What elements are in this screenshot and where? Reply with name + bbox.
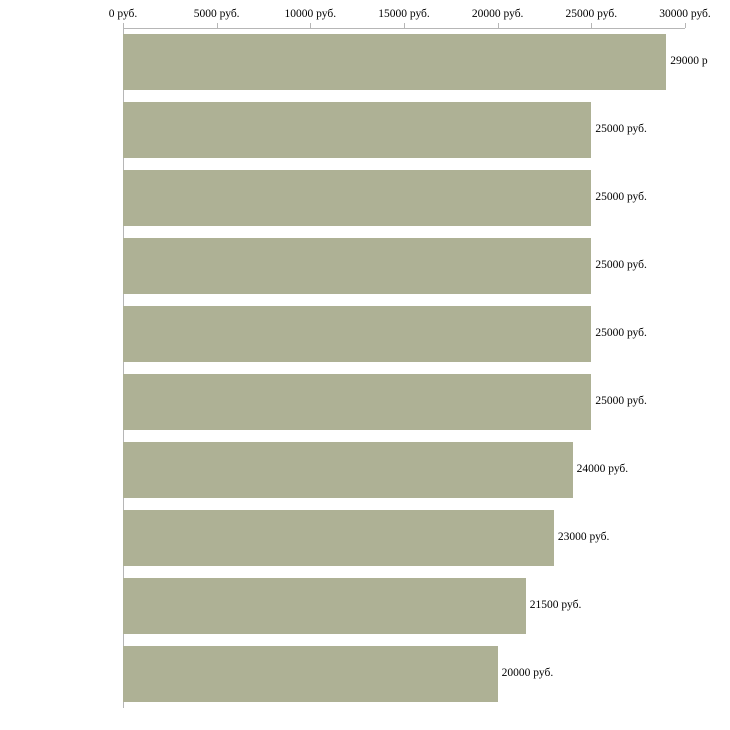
bar-row	[0, 170, 730, 226]
bar-row	[0, 102, 730, 158]
bar-row	[0, 442, 730, 498]
x-tick-label: 10000 руб.	[284, 8, 337, 20]
bar[interactable]	[123, 34, 666, 90]
bar-value-label: 25000 руб.	[595, 123, 647, 135]
x-tick-mark	[685, 23, 686, 28]
bar-row	[0, 34, 730, 90]
x-tick-mark	[310, 23, 311, 28]
x-tick-label: 5000 руб.	[193, 8, 240, 20]
bar-value-label: 21500 руб.	[529, 599, 582, 611]
bar[interactable]	[123, 578, 526, 634]
x-tick-mark	[591, 23, 592, 28]
x-tick-mark	[498, 23, 499, 28]
bar-value-label: 25000 руб.	[595, 395, 647, 407]
bar-row	[0, 238, 730, 294]
bar-row	[0, 374, 730, 430]
bar-row	[0, 646, 730, 702]
bar-value-label: 24000 руб.	[576, 463, 629, 475]
bar-value-label: 25000 руб.	[595, 191, 647, 203]
bar-row	[0, 510, 730, 566]
x-tick-label: 0 руб.	[108, 8, 138, 20]
bar-value-label: 25000 руб.	[595, 259, 647, 271]
bar-row	[0, 578, 730, 634]
bar[interactable]	[123, 238, 591, 294]
bar-row	[0, 306, 730, 362]
bar[interactable]	[123, 102, 591, 158]
bar[interactable]	[123, 646, 498, 702]
bar[interactable]	[123, 306, 591, 362]
x-tick-label: 30000 руб.	[659, 8, 711, 20]
bar[interactable]	[123, 442, 573, 498]
bar-value-label: 29000 р	[670, 55, 708, 67]
x-axis-line	[123, 28, 685, 29]
bar[interactable]	[123, 170, 591, 226]
bar[interactable]	[123, 510, 554, 566]
x-tick-mark	[123, 23, 124, 28]
bar[interactable]	[123, 374, 591, 430]
bar-value-label: 20000 руб.	[501, 667, 554, 679]
x-tick-label: 25000 руб.	[565, 8, 618, 20]
bar-value-label: 25000 руб.	[595, 327, 647, 339]
bar-value-label: 23000 руб.	[557, 531, 610, 543]
x-tick-label: 15000 руб.	[378, 8, 430, 20]
x-tick-mark	[404, 23, 405, 28]
x-tick-mark	[217, 23, 218, 28]
x-tick-label: 20000 руб.	[471, 8, 524, 20]
